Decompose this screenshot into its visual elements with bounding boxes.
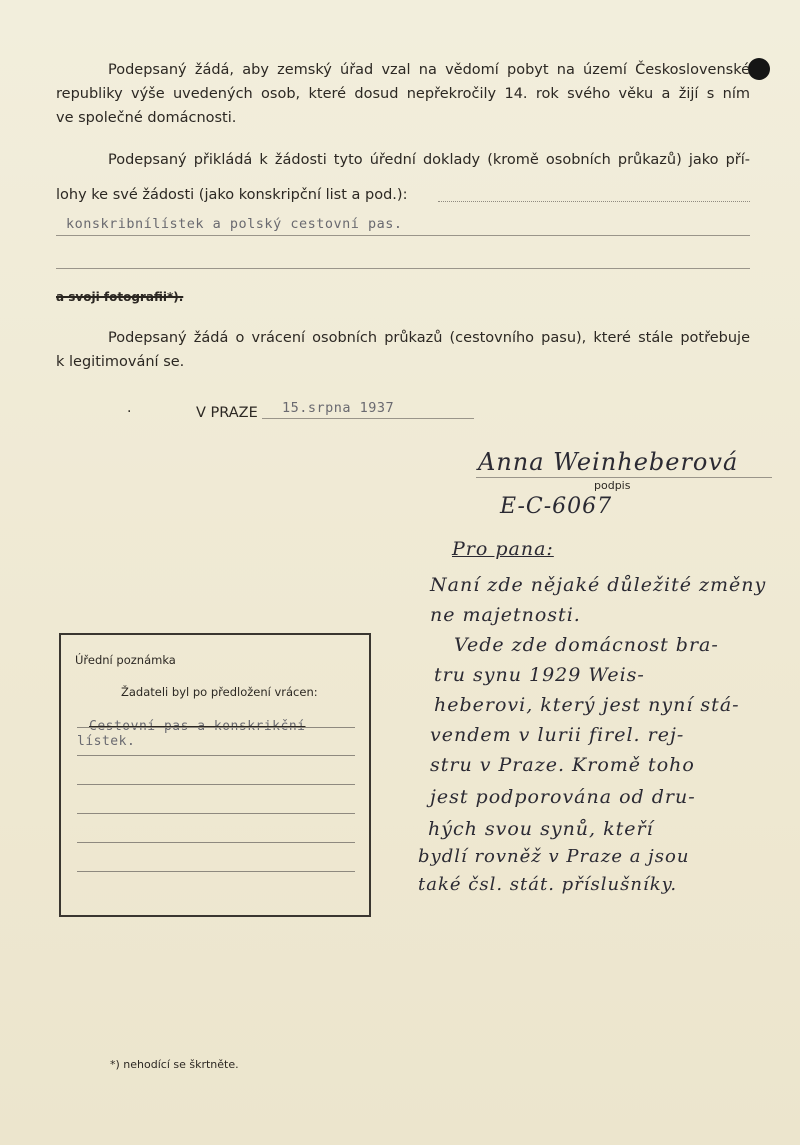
- para2-line2: lohy ke své žádosti (jako konskripční list a pod.):: [56, 187, 408, 203]
- para3-line2: k legitimování se.: [56, 354, 185, 370]
- para3-line1: Podepsaný žádá o vrácení osobních průkazů (cestovního pasu), které stále potřebuje: [108, 330, 750, 346]
- office-note-title: Úřední poznámka: [75, 653, 176, 667]
- note-line: Pro pana:: [452, 538, 554, 560]
- note-line: také čsl. stát. příslušníky.: [418, 874, 678, 895]
- signature-line: [476, 477, 772, 478]
- note-line: hých svou synů, kteří: [428, 818, 654, 840]
- reference-number: E-C-6067: [500, 494, 613, 519]
- para1-line1: Podepsaný žádá, aby zemský úřad vzal na vědomí pobyt na území Československé: [108, 62, 750, 78]
- punch-hole-mark: [748, 58, 770, 80]
- office-note-typed-line2: lístek.: [77, 734, 136, 749]
- note-line: stru v Praze. Kromě toho: [430, 754, 695, 776]
- note-line: Vede zde domácnost bra-: [454, 634, 719, 656]
- photo-line-text: a svoji fotografii*).: [56, 290, 184, 304]
- note-line: ne majetnosti.: [430, 604, 581, 626]
- note-line: Naní zde nějaké důležité změny: [430, 574, 767, 596]
- note-line: vendem v lurii firel. rej-: [430, 724, 685, 746]
- para1-line2: republiky výše uvedených osob, které dosud nepřekročily 14. rok svého věku a žijí s ním: [56, 86, 750, 102]
- fill-line: [77, 727, 355, 728]
- fill-line: [77, 842, 355, 843]
- fill-line: [77, 813, 355, 814]
- office-note-box: [59, 633, 371, 917]
- signature-label: podpis: [594, 479, 631, 492]
- para1-line3: ve společné domácnosti.: [56, 110, 237, 126]
- footnote: *) nehodící se škrtněte.: [110, 1058, 239, 1071]
- typed-attachment: konskribnílístek a polský cestovní pas.: [66, 216, 403, 232]
- note-line: heberovi, který jest nyní stá-: [434, 694, 740, 716]
- fill-line: [77, 871, 355, 872]
- fill-line: [56, 268, 750, 269]
- place-label: V PRAZE: [196, 405, 258, 421]
- signature-handwritten: Anna Weinheberová: [478, 448, 739, 476]
- note-line: bydlí rovněž v Praze a jsou: [418, 846, 690, 867]
- note-line: jest podporována od dru-: [430, 786, 696, 808]
- date-line: [262, 418, 474, 419]
- fill-line: [438, 201, 750, 202]
- fill-line: [77, 784, 355, 785]
- note-line: tru synu 1929 Weis-: [434, 664, 645, 686]
- fill-line: [56, 235, 750, 236]
- office-note-typed-line1: Cestovní pas a konskrikční: [89, 719, 306, 734]
- fill-line: [77, 755, 355, 756]
- office-note-returned-label: Žadateli byl po předložení vrácen:: [121, 685, 318, 699]
- stray-mark: .: [127, 400, 132, 416]
- typed-date: 15.srpna 1937: [282, 400, 395, 416]
- photo-line: [56, 285, 183, 309]
- para2-line1: Podepsaný přikládá k žádosti tyto úřední doklady (kromě osobních průkazů) jako pří-: [108, 152, 750, 168]
